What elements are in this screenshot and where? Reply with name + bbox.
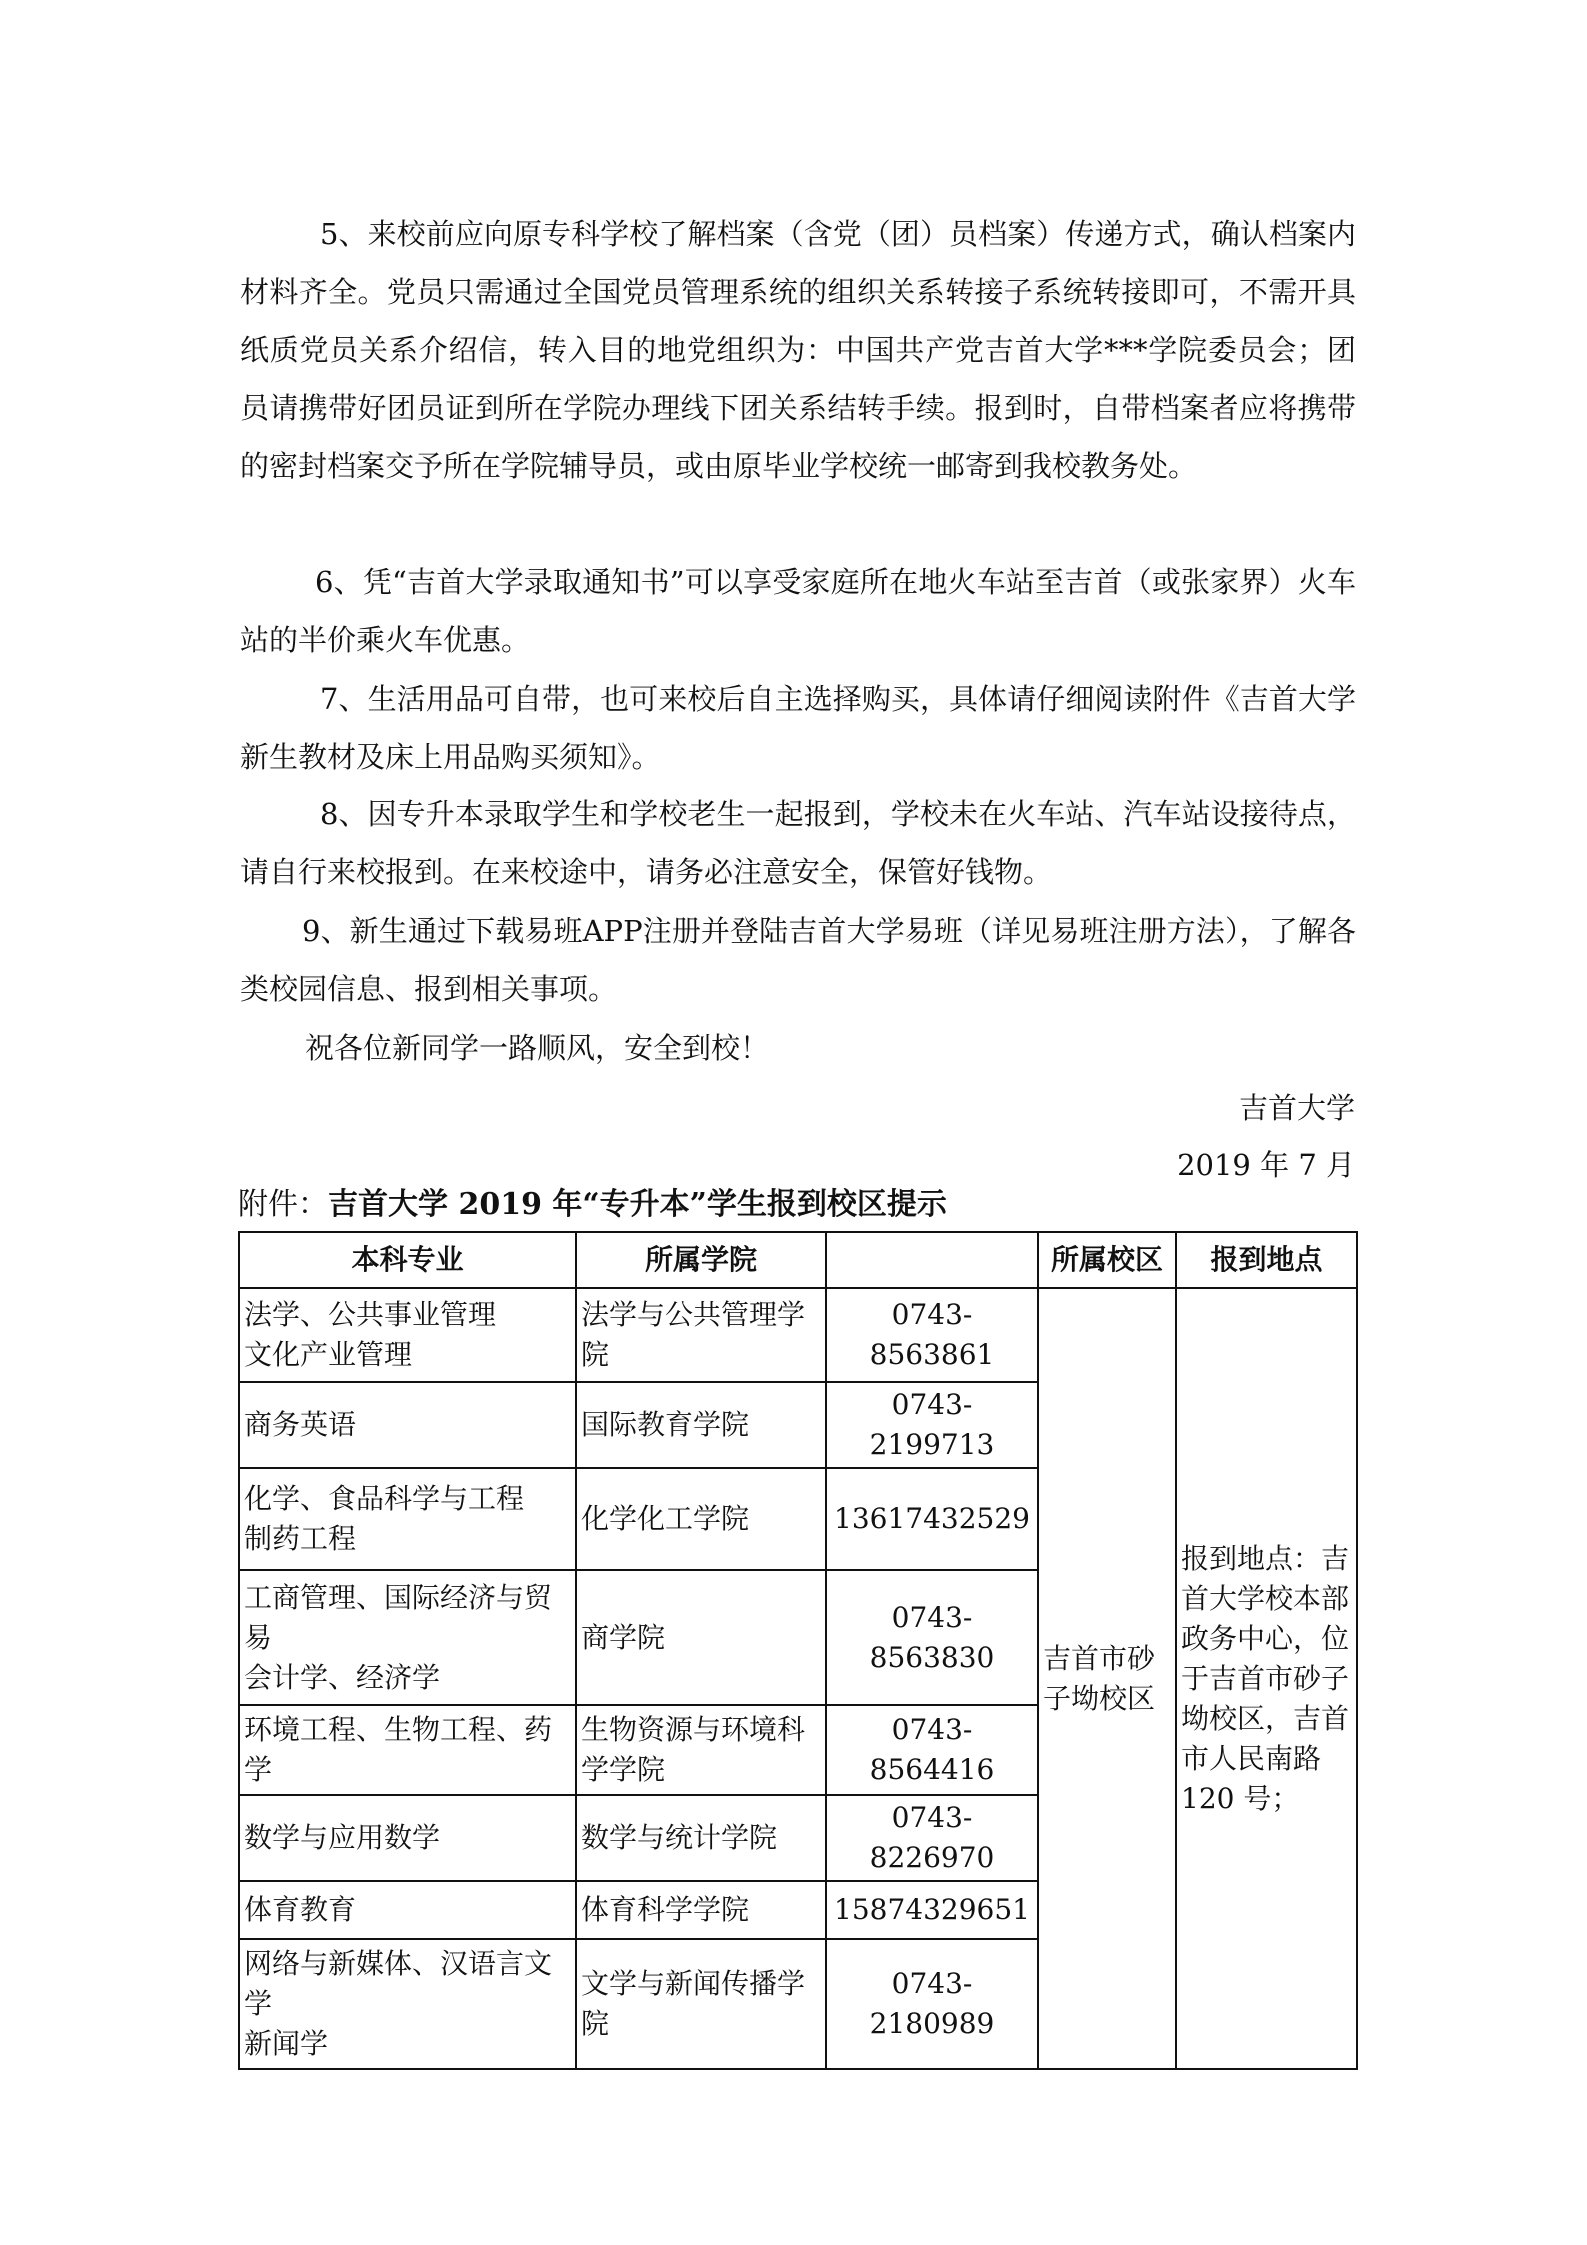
cell-college: 商学院 bbox=[576, 1570, 826, 1705]
attachment-title bbox=[238, 1185, 947, 1225]
cell-major: 网络与新媒体、汉语言文学 新闻学 bbox=[239, 1939, 576, 2069]
signature-date: 2019 年 7 月 bbox=[1177, 1148, 1355, 1182]
attachment-heading: 吉首大学 2019 年“专升本”学生报到校区提示 bbox=[328, 1187, 947, 1222]
header-college: 所属学院 bbox=[576, 1232, 826, 1288]
cell-major: 化学、食品科学与工程 制药工程 bbox=[239, 1468, 576, 1570]
cell-college: 国际教育学院 bbox=[576, 1382, 826, 1468]
cell-phone: 0743-2199713 bbox=[826, 1382, 1038, 1468]
cell-phone: 0743-8563830 bbox=[826, 1570, 1038, 1705]
header-place: 报到地点 bbox=[1176, 1232, 1357, 1288]
note-item-9: 9、新生通过下载易班APP注册并登陆吉首大学易班（详见易班注册方法），了解各类校园信息、报到相关事项。 bbox=[240, 914, 1356, 1006]
table-row bbox=[239, 1288, 1357, 1382]
cell-report-place: 报到地点：吉首大学校本部政务中心，位于吉首市砂子坳校区，吉首市人民南路 120 号； bbox=[1176, 1288, 1357, 2069]
cell-major: 商务英语 bbox=[239, 1382, 576, 1468]
cell-phone: 0743-2180989 bbox=[826, 1939, 1038, 2069]
cell-major: 数学与应用数学 bbox=[239, 1795, 576, 1881]
cell-college: 化学化工学院 bbox=[576, 1468, 826, 1570]
table-header-row bbox=[239, 1232, 1357, 1288]
cell-major: 法学、公共事业管理 文化产业管理 bbox=[239, 1288, 576, 1382]
header-campus: 所属校区 bbox=[1038, 1232, 1176, 1288]
attachment-lead: 附件： bbox=[238, 1187, 328, 1222]
note-item-5: 5、来校前应向原专科学校了解档案（含党（团）员档案）传递方式，确认档案内材料齐全。党员只需通过全国党员管理系统的组织关系转接子系统转接即可，不需开具纸质党员关系介绍信，转入目的地党组织为：中国共产党吉首大学***学院委员会；团员请携带好团员证到所在学院办理线下团关系结转手续。报到时，自带档案者应将携带的密封档案交予所在学院辅导员，或由原毕业学校统一邮寄到我校教务处。 bbox=[240, 217, 1356, 483]
cell-major: 工商管理、国际经济与贸易 会计学、经济学 bbox=[239, 1570, 576, 1705]
cell-phone: 0743-8563861 bbox=[826, 1288, 1038, 1382]
header-phone bbox=[826, 1232, 1038, 1288]
cell-phone: 0743-8226970 bbox=[826, 1795, 1038, 1881]
cell-college: 数学与统计学院 bbox=[576, 1795, 826, 1881]
cell-college: 生物资源与环境科学学院 bbox=[576, 1705, 826, 1795]
campus-table bbox=[238, 1231, 1358, 2070]
cell-phone: 0743-8564416 bbox=[826, 1705, 1038, 1795]
signature-org: 吉首大学 bbox=[1238, 1091, 1355, 1125]
cell-college: 法学与公共管理学院 bbox=[576, 1288, 826, 1382]
cell-major: 环境工程、生物工程、药学 bbox=[239, 1705, 576, 1795]
cell-college: 体育科学学院 bbox=[576, 1881, 826, 1939]
cell-campus: 吉首市砂子坳校区 bbox=[1038, 1288, 1176, 2069]
cell-major: 体育教育 bbox=[239, 1881, 576, 1939]
cell-college: 文学与新闻传播学院 bbox=[576, 1939, 826, 2069]
cell-phone: 15874329651 bbox=[826, 1881, 1038, 1939]
note-item-6: 6、凭“吉首大学录取通知书”可以享受家庭所在地火车站至吉首（或张家界）火车站的半价乘火车优惠。 bbox=[240, 565, 1356, 657]
cell-phone: 13617432529 bbox=[826, 1468, 1038, 1570]
header-major: 本科专业 bbox=[239, 1232, 576, 1288]
closing-wish: 祝各位新同学一路顺风，安全到校！ bbox=[305, 1031, 770, 1065]
note-item-7: 7、生活用品可自带，也可来校后自主选择购买，具体请仔细阅读附件《吉首大学新生教材及床上用品购买须知》。 bbox=[240, 682, 1356, 774]
note-item-8: 8、因专升本录取学生和学校老生一起报到，学校未在火车站、汽车站设接待点，请自行来校报到。在来校途中，请务必注意安全，保管好钱物。 bbox=[240, 797, 1356, 889]
